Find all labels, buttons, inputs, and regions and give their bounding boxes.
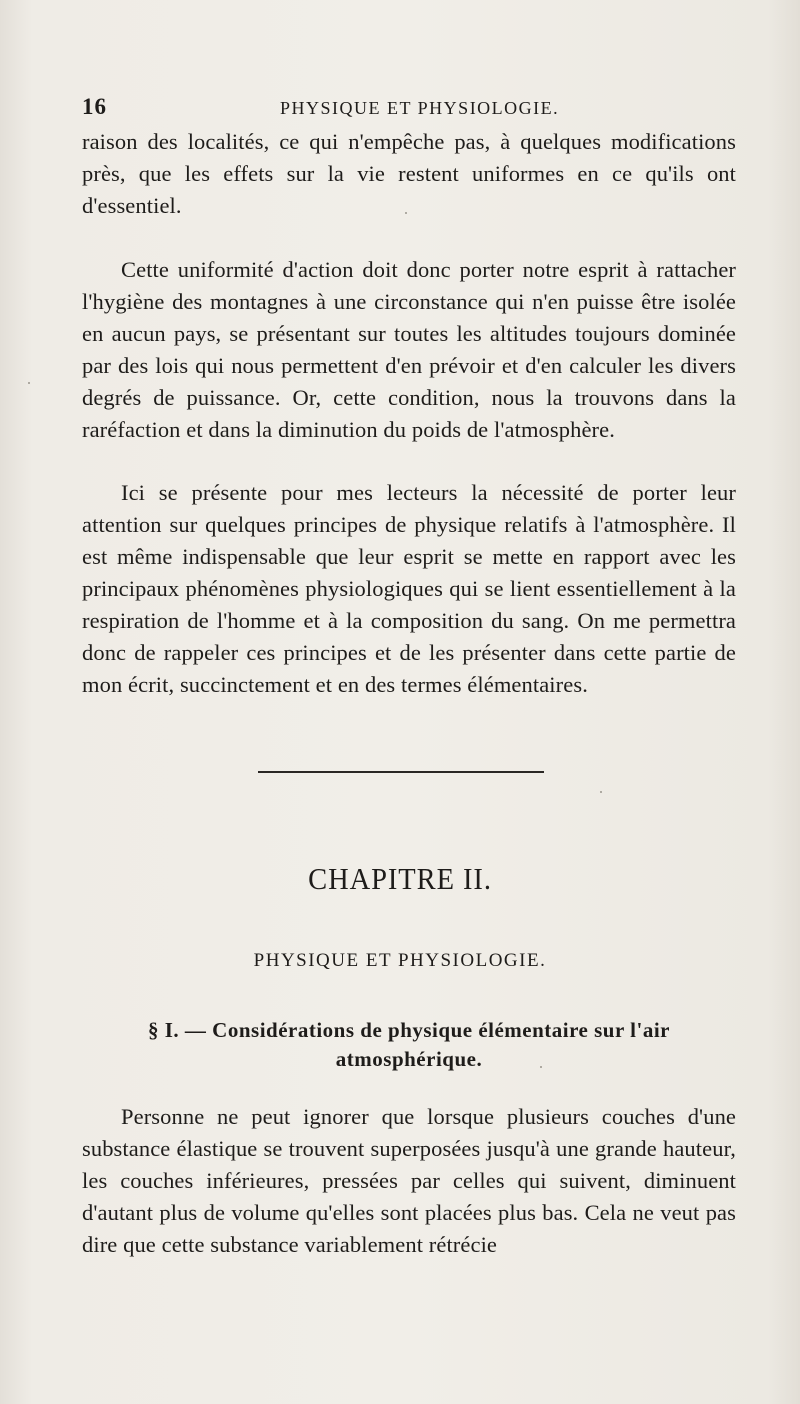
- running-title: PHYSIQUE ET PHYSIOLOGIE.: [280, 98, 560, 118]
- section-heading: § I. — Considérations de physique élémentaire sur l'air atmosphérique.: [148, 1018, 670, 1071]
- paragraph-text: Cette uniformité d'action doit donc porter notre esprit à rattacher l'hygiène des montagnes à une circonstance qui n'en puisse être isolée en aucun pays, se présentant sur toutes les altitudes toujours dominée par des lois qui nous permettent d'en prévoir et d'en calculer les divers degrés de puissance. Or, cette condition, nous la trouvons dans la raréfaction et dans la diminution du poids de l'atmosphère.: [82, 257, 736, 442]
- chapter-title: CHAPITRE II.: [308, 861, 492, 896]
- paragraph-continuation: [82, 126, 736, 222]
- running-head: [82, 94, 738, 124]
- paragraph-text: Personne ne peut ignorer que lorsque plusieurs couches d'une substance élastique se trouvent superposées jusqu'à une grande hauteur, les couches inférieures, pressées par celles qui suivent, diminuent d'autant plus de volume qu'elles sont placées plus bas. Cela ne veut pas dire que cette substance variablement rétrécie: [82, 1104, 736, 1257]
- paper-speck: [540, 1066, 542, 1068]
- paper-speck: [28, 382, 30, 384]
- paragraph: [82, 477, 736, 701]
- paragraph-text: raison des localités, ce qui n'empêche pas, à quelques modifications près, que les effets sur la vie restent uniformes en ce qu'ils ont d'essentiel.: [82, 129, 736, 218]
- section-divider: [258, 771, 544, 773]
- paper-speck: [600, 791, 602, 793]
- paper-speck: [405, 212, 407, 214]
- paragraph: [82, 1101, 736, 1261]
- page-number: 16: [82, 94, 107, 119]
- paragraph-text: Ici se présente pour mes lecteurs la nécessité de porter leur attention sur quelques principes de physique relatifs à l'atmosphère. Il est même indispensable que leur esprit se mette en rapport avec les principaux phénomènes physiologiques qui se lient essentiellement à la respiration de l'homme et à la composition du sang. On me permettra donc de rappeler ces principes et de les présenter dans cette partie de mon écrit, succinctement et en des termes élémentaires.: [82, 480, 736, 697]
- chapter-subtitle: PHYSIQUE ET PHYSIOLOGIE.: [253, 950, 547, 971]
- paragraph: [82, 254, 736, 446]
